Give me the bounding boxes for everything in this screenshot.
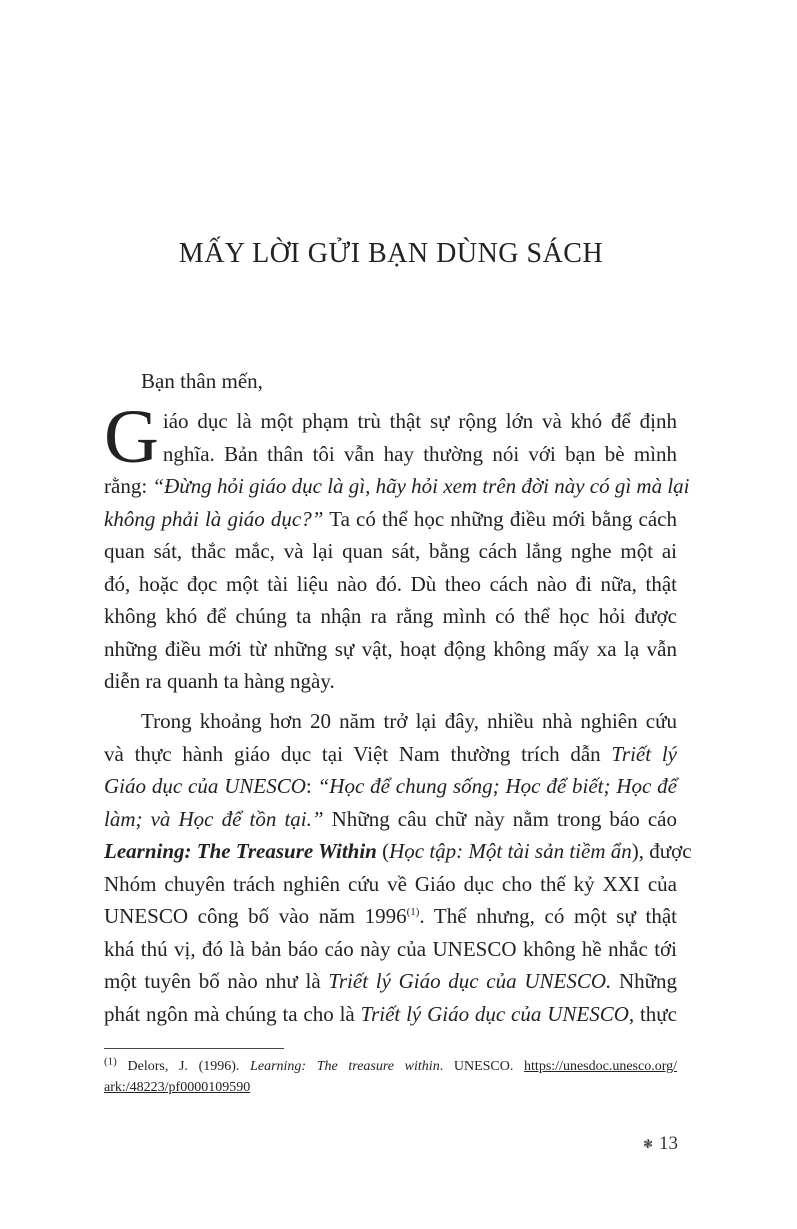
text-line: Learning: The Treasure Within (Học tập: Một tài sản tiềm ẩn), được [104, 839, 692, 863]
text-line: Nhóm chuyên trách nghiên cứu về Giáo dục cho thế kỷ XXI của [104, 871, 677, 896]
text-line: Giáo dục của UNESCO: “Học để chung sống; Học để biết; Học để [104, 774, 677, 798]
text-line: rằng: “Đừng hỏi giáo dục là gì, hãy hỏi xem trên đời này có gì mà lại [104, 474, 690, 498]
footnote-divider [104, 1048, 284, 1049]
footnote [104, 1056, 677, 1098]
text-line: iáo dục là một phạm trù thật sự rộng lớn và khó để định [162, 409, 677, 433]
page-number: ❃ 13 [642, 1133, 678, 1154]
footnote-link[interactable]: ark:/48223/pf0000109590 [104, 1080, 251, 1095]
text-line: những điều mới từ những sự vật, hoạt động không mấy xa lạ vẫn [104, 636, 677, 661]
text-line: nghĩa. Bản thân tôi vẫn hay thường nói với bạn bè mình [162, 441, 677, 466]
text-line: làm; và Học để tồn tại.” Những câu chữ này nằm trong báo cáo [104, 806, 677, 831]
drop-cap: G [104, 395, 159, 479]
flower-ornament-icon: ❃ [642, 1137, 653, 1152]
footnote-line [104, 1077, 677, 1098]
footnote-ref: (1) [406, 906, 420, 918]
text-line: UNESCO công bố vào năm 1996$^{(1)}$. Thế nhưng, có một sự thật [104, 904, 678, 928]
text-line: diễn ra quanh ta hàng ngày. [104, 669, 335, 693]
text-line: và thực hành giáo dục tại Việt Nam thường trích dẫn Triết lý [104, 741, 677, 766]
text-line: Trong khoảng hơn 20 năm trở lại đây, nhiều nhà nghiên cứu [141, 709, 677, 733]
paragraph-2 [104, 705, 692, 1030]
text-line: không khó để chúng ta nhận ra rằng mình có thể học hỏi được [104, 604, 677, 628]
paragraph-1 [104, 395, 690, 698]
greeting: Bạn thân mến, [141, 369, 263, 393]
text-line: quan sát, thắc mắc, và lại quan sát, bằng cách lắng nghe một ai [104, 539, 677, 563]
text-line: phát ngôn mà chúng ta cho là Triết lý Giáo dục của UNESCO, thực [104, 1001, 678, 1026]
chapter-title: MẤY LỜI GỬI BẠN DÙNG SÁCH [178, 238, 604, 269]
text-line: một tuyên bố nào như là Triết lý Giáo dục của UNESCO. Những [104, 969, 677, 993]
text-line: không phải là giáo dục?” Ta có thể học những điều mới bằng cách [104, 506, 677, 531]
footnote-line: $^{(1)}$ Delors, J. (1996). Learning: The treasure within. UNESCO. https://unesdoc.unesco.org/ [104, 1055, 677, 1074]
footnote-link[interactable]: https://unesdoc.unesco.org/ [524, 1059, 677, 1074]
text-line: khá thú vị, đó là bản báo cáo này của UNESCO không hề nhắc tới [104, 936, 677, 961]
text-line: đó, hoặc đọc một tài liệu nào đó. Dù theo cách nào đi nữa, thật [104, 571, 677, 596]
